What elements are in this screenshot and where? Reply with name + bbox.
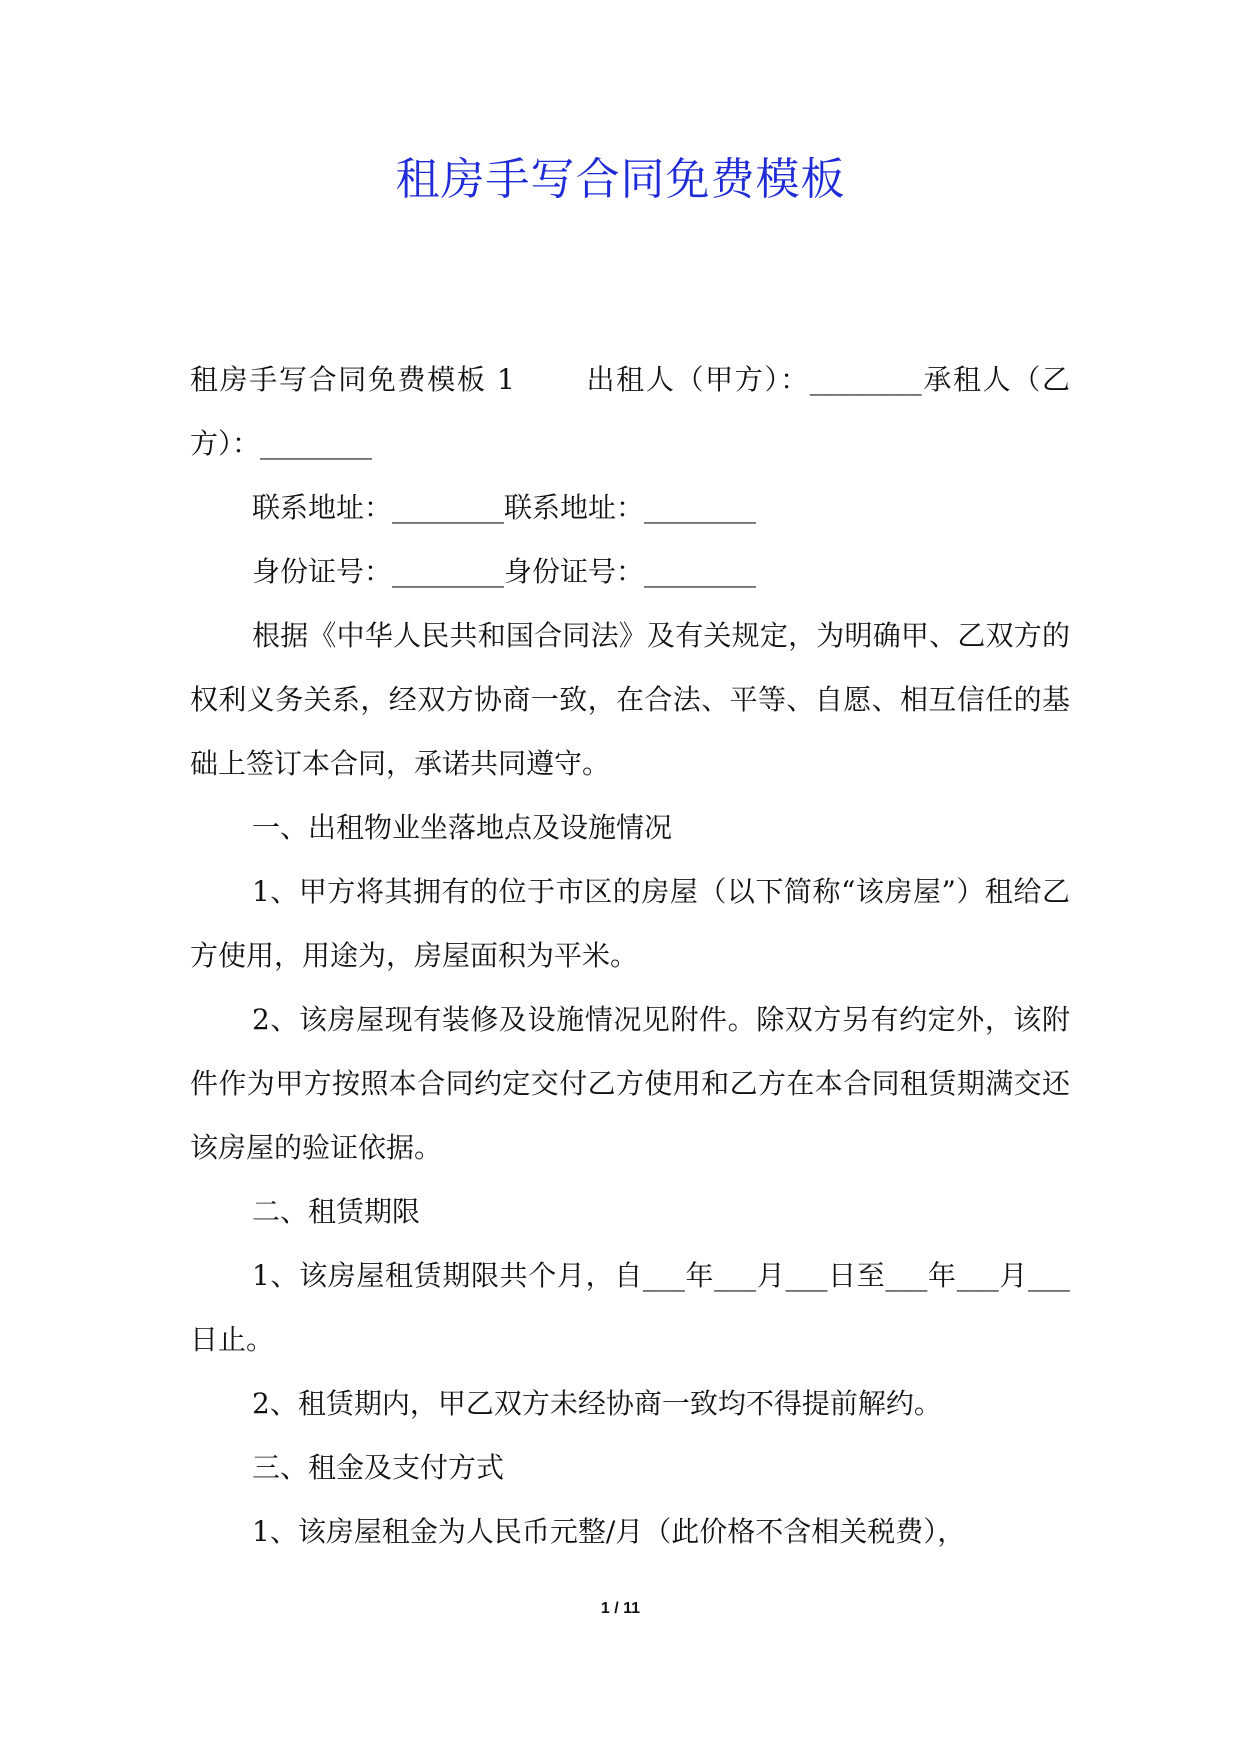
- id-number-line: 身份证号：________身份证号：________: [252, 555, 757, 588]
- preamble-paragraph: 根据《中华人民共和国合同法》及有关规定，为明确甲、乙双方的权利义务关系，经双方协商一致，在合法、平等、自愿、相互信任的基础上签订本合同，承诺共同遵守。: [190, 619, 1070, 780]
- page-number: 1 / 11: [600, 1600, 641, 1617]
- section-heading-1: 一、出租物业坐落地点及设施情况: [252, 811, 673, 844]
- section-heading-3: 三、租金及支付方式: [252, 1451, 505, 1484]
- document-body: [190, 348, 1070, 1564]
- clause-1-2: 2、该房屋现有装修及设施情况见附件。除双方另有约定外，该附件作为甲方按照本合同约定交付乙方使用和乙方在本合同租赁期满交还该房屋的验证依据。: [190, 1003, 1070, 1164]
- party-names: 出租人（甲方）：________承租人（乙方）：________: [190, 363, 1070, 460]
- contact-address-line: 联系地址：________联系地址：________: [252, 491, 757, 524]
- contract-heading: 租房手写合同免费模板 1: [190, 363, 515, 396]
- clause-3-1: 1、该房屋租金为人民币元整/月（此价格不含相关税费），: [252, 1515, 966, 1548]
- clause-2-1: 1、该房屋租赁期限共个月，自___年___月___日至___年___月___日止。: [190, 1259, 1070, 1356]
- party-line: [190, 348, 1070, 476]
- section-heading-2: 二、租赁期限: [252, 1195, 421, 1228]
- clause-1-1: 1、甲方将其拥有的位于市区的房屋（以下简称“该房屋”）租给乙方使用，用途为，房屋面积为平米。: [190, 875, 1070, 972]
- document-title: 租房手写合同免费模板: [395, 154, 846, 205]
- clause-2-2: 2、租赁期内，甲乙双方未经协商一致均不得提前解约。: [252, 1387, 942, 1420]
